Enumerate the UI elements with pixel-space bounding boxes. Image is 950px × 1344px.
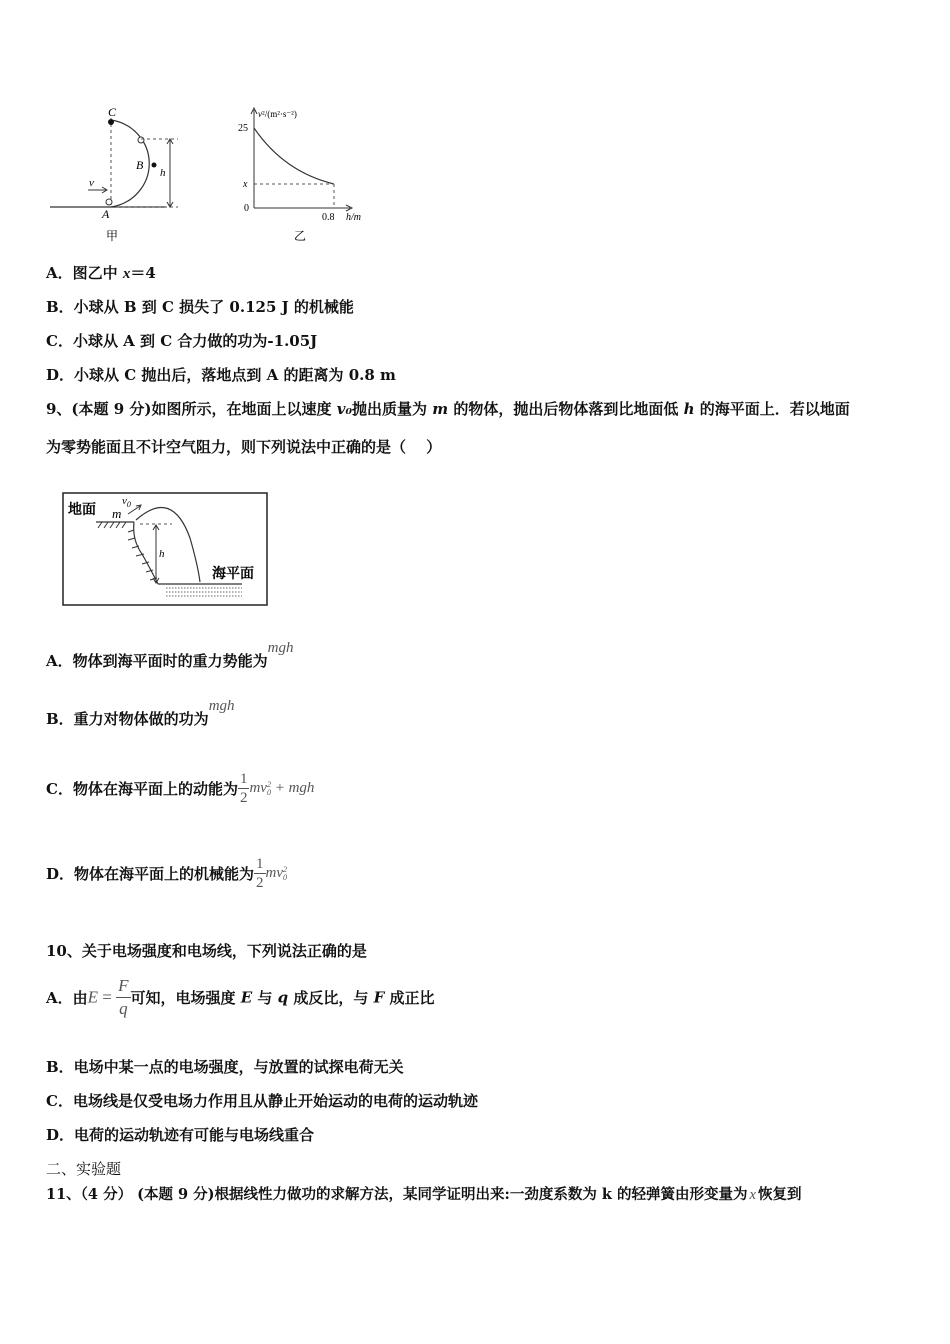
- q8-option-A: [46, 262, 156, 283]
- jia-semicircle-track: [111, 120, 149, 207]
- q9-stem-v0: v₀: [336, 400, 353, 418]
- q11-stem: [46, 1183, 801, 1204]
- q10-option-A: [46, 975, 434, 1020]
- q9-option-D-formula: [266, 865, 288, 881]
- q9-option-C-mv: mv: [249, 780, 267, 796]
- q9-stem-part3: 的物体，抛出后物体落到比地面低: [448, 400, 684, 418]
- jia-label-A: A: [102, 207, 110, 221]
- q9-label-ground: 地面: [68, 503, 96, 518]
- q9-option-A-text: A．物体到海平面时的重力势能为: [46, 652, 268, 670]
- q10-option-A-lead: A．由: [46, 989, 88, 1007]
- q10-option-C: C．电场线是仅受电场力作用且从静止开始运动的电荷的运动轨迹: [46, 1092, 478, 1110]
- yi-tick-08: 0.8: [322, 212, 335, 223]
- figure-q9: [62, 492, 270, 608]
- figure-jia: [46, 100, 196, 246]
- q10-option-B: B．电场中某一点的电场强度，与放置的试探电荷无关: [46, 1058, 404, 1076]
- q10-option-A-q2: q: [277, 988, 289, 1007]
- q9-option-D-frac-den: 2: [256, 875, 264, 891]
- q9-option-D-sub: 0: [283, 872, 288, 882]
- q10-option-A-part4: 成正比: [384, 989, 435, 1007]
- q10-option-A-E2: E: [240, 988, 253, 1007]
- yi-tick-x: x: [243, 179, 248, 190]
- q10-option-A-eq: =: [98, 987, 117, 1007]
- q10-option-A-part1: 可知，电场强度: [130, 989, 241, 1007]
- jia-label-B: B: [136, 158, 144, 172]
- q8-option-A-var: x: [122, 266, 131, 282]
- q11-stem-part2: 恢复到: [757, 1186, 802, 1203]
- q8-option-B: B．小球从 B 到 C 损失了 0.125 J 的机械能: [46, 298, 354, 316]
- jia-ball-top: [138, 137, 144, 143]
- q9-option-C-frac-den: 2: [239, 790, 248, 806]
- q9-option-C-sup: 2: [266, 779, 271, 789]
- q10-option-A-E: E: [87, 987, 99, 1007]
- q9-option-D-text: D．物体在海平面上的机械能为: [46, 865, 255, 883]
- q9-label-m: m: [112, 506, 122, 521]
- jia-point-C: [108, 119, 114, 125]
- jia-caption: 甲: [106, 229, 119, 243]
- q9-option-D-mv: mv: [265, 865, 284, 881]
- q10-option-A-part2: 与: [252, 989, 278, 1007]
- q8-option-A-lead: A．图乙中: [46, 264, 123, 282]
- q10-option-A-fraction: [116, 975, 130, 1020]
- q9-label-v0: $v_0$: [122, 495, 131, 509]
- q9-label-h: h: [159, 548, 165, 560]
- q10-option-A-F2: F: [373, 988, 385, 1007]
- q9-stem-line1: [46, 398, 850, 419]
- q9-option-A: [46, 640, 294, 671]
- q9-stem-part1: 9、(本题 9 分)如图所示，在地面上以速度: [46, 400, 337, 418]
- q9-option-D-frac-num: 1: [256, 856, 264, 872]
- q10-option-A-part3: 成反比，与: [288, 989, 374, 1007]
- jia-label-h: h: [160, 167, 166, 179]
- yi-curve: [254, 128, 334, 184]
- yi-x-axis-label: h/m: [346, 212, 361, 223]
- q9-option-B-text: B．重力对物体做的功为: [46, 710, 209, 728]
- jia-ball-bottom: [106, 199, 112, 205]
- jia-label-v: v: [89, 177, 94, 189]
- section-heading: 二、实验题: [46, 1160, 122, 1178]
- q9-option-B: [46, 698, 235, 729]
- q8-option-A-rest: ＝4: [130, 264, 156, 282]
- q9-stem-line2: 为零势能面且不计空气阻力，则下列说法中正确的是（ ）: [46, 438, 442, 456]
- jia-label-C: C: [108, 105, 117, 119]
- yi-y-axis-label: v²/(m²·s⁻²): [258, 109, 297, 119]
- yi-tick-0: 0: [244, 203, 249, 214]
- yi-tick-25: 25: [238, 123, 248, 134]
- q11-stem-x: x: [749, 1187, 756, 1203]
- yi-caption: 乙: [294, 229, 307, 243]
- q9-option-D-fraction: [254, 855, 266, 892]
- q9-option-C-tail: + mgh: [270, 780, 315, 796]
- q8-option-D: D．小球从 C 抛出后，落地点到 A 的距离为 0.8 m: [46, 366, 396, 384]
- q9-option-D-sup: 2: [283, 864, 288, 874]
- q10-option-A-q: q: [119, 999, 128, 1018]
- q11-stem-part1: 11、（4 分） (本题 9 分)根据线性力做功的求解方法，某同学证明出来:一劲度系数为 k 的轻弹簧由形变量为: [46, 1186, 748, 1203]
- q8-option-C: C．小球从 A 到 C 合力做的功为-1.05J: [46, 332, 318, 350]
- q9-option-C-sub: 0: [266, 787, 271, 797]
- q10-stem: 10、关于电场强度和电场线，下列说法正确的是: [46, 942, 367, 960]
- figure-yi: [236, 100, 376, 246]
- q10-option-A-formula: [88, 988, 116, 1007]
- q9-stem-h: h: [683, 400, 695, 418]
- q9-stem-m: m: [432, 400, 449, 418]
- q9-option-C-fraction: [238, 770, 250, 807]
- q9-stem-part2: 抛出质量为: [352, 400, 433, 418]
- jia-point-B: [152, 163, 157, 168]
- q9-option-C-text: C．物体在海平面上的动能为: [46, 780, 238, 798]
- q9-label-sea: 海平面: [212, 567, 254, 582]
- q9-option-A-formula: mgh: [267, 640, 294, 656]
- q10-option-A-F: F: [116, 975, 130, 998]
- q10-option-D: D．电荷的运动轨迹有可能与电场线重合: [46, 1126, 315, 1144]
- q9-option-B-formula: mgh: [208, 698, 235, 714]
- q9-option-C: [46, 770, 314, 807]
- q9-option-C-frac-num: 1: [239, 771, 248, 787]
- q9-option-C-formula: [249, 780, 314, 796]
- q9-option-D: [46, 855, 287, 892]
- q9-stem-part4: 的海平面上．若以地面: [694, 400, 850, 418]
